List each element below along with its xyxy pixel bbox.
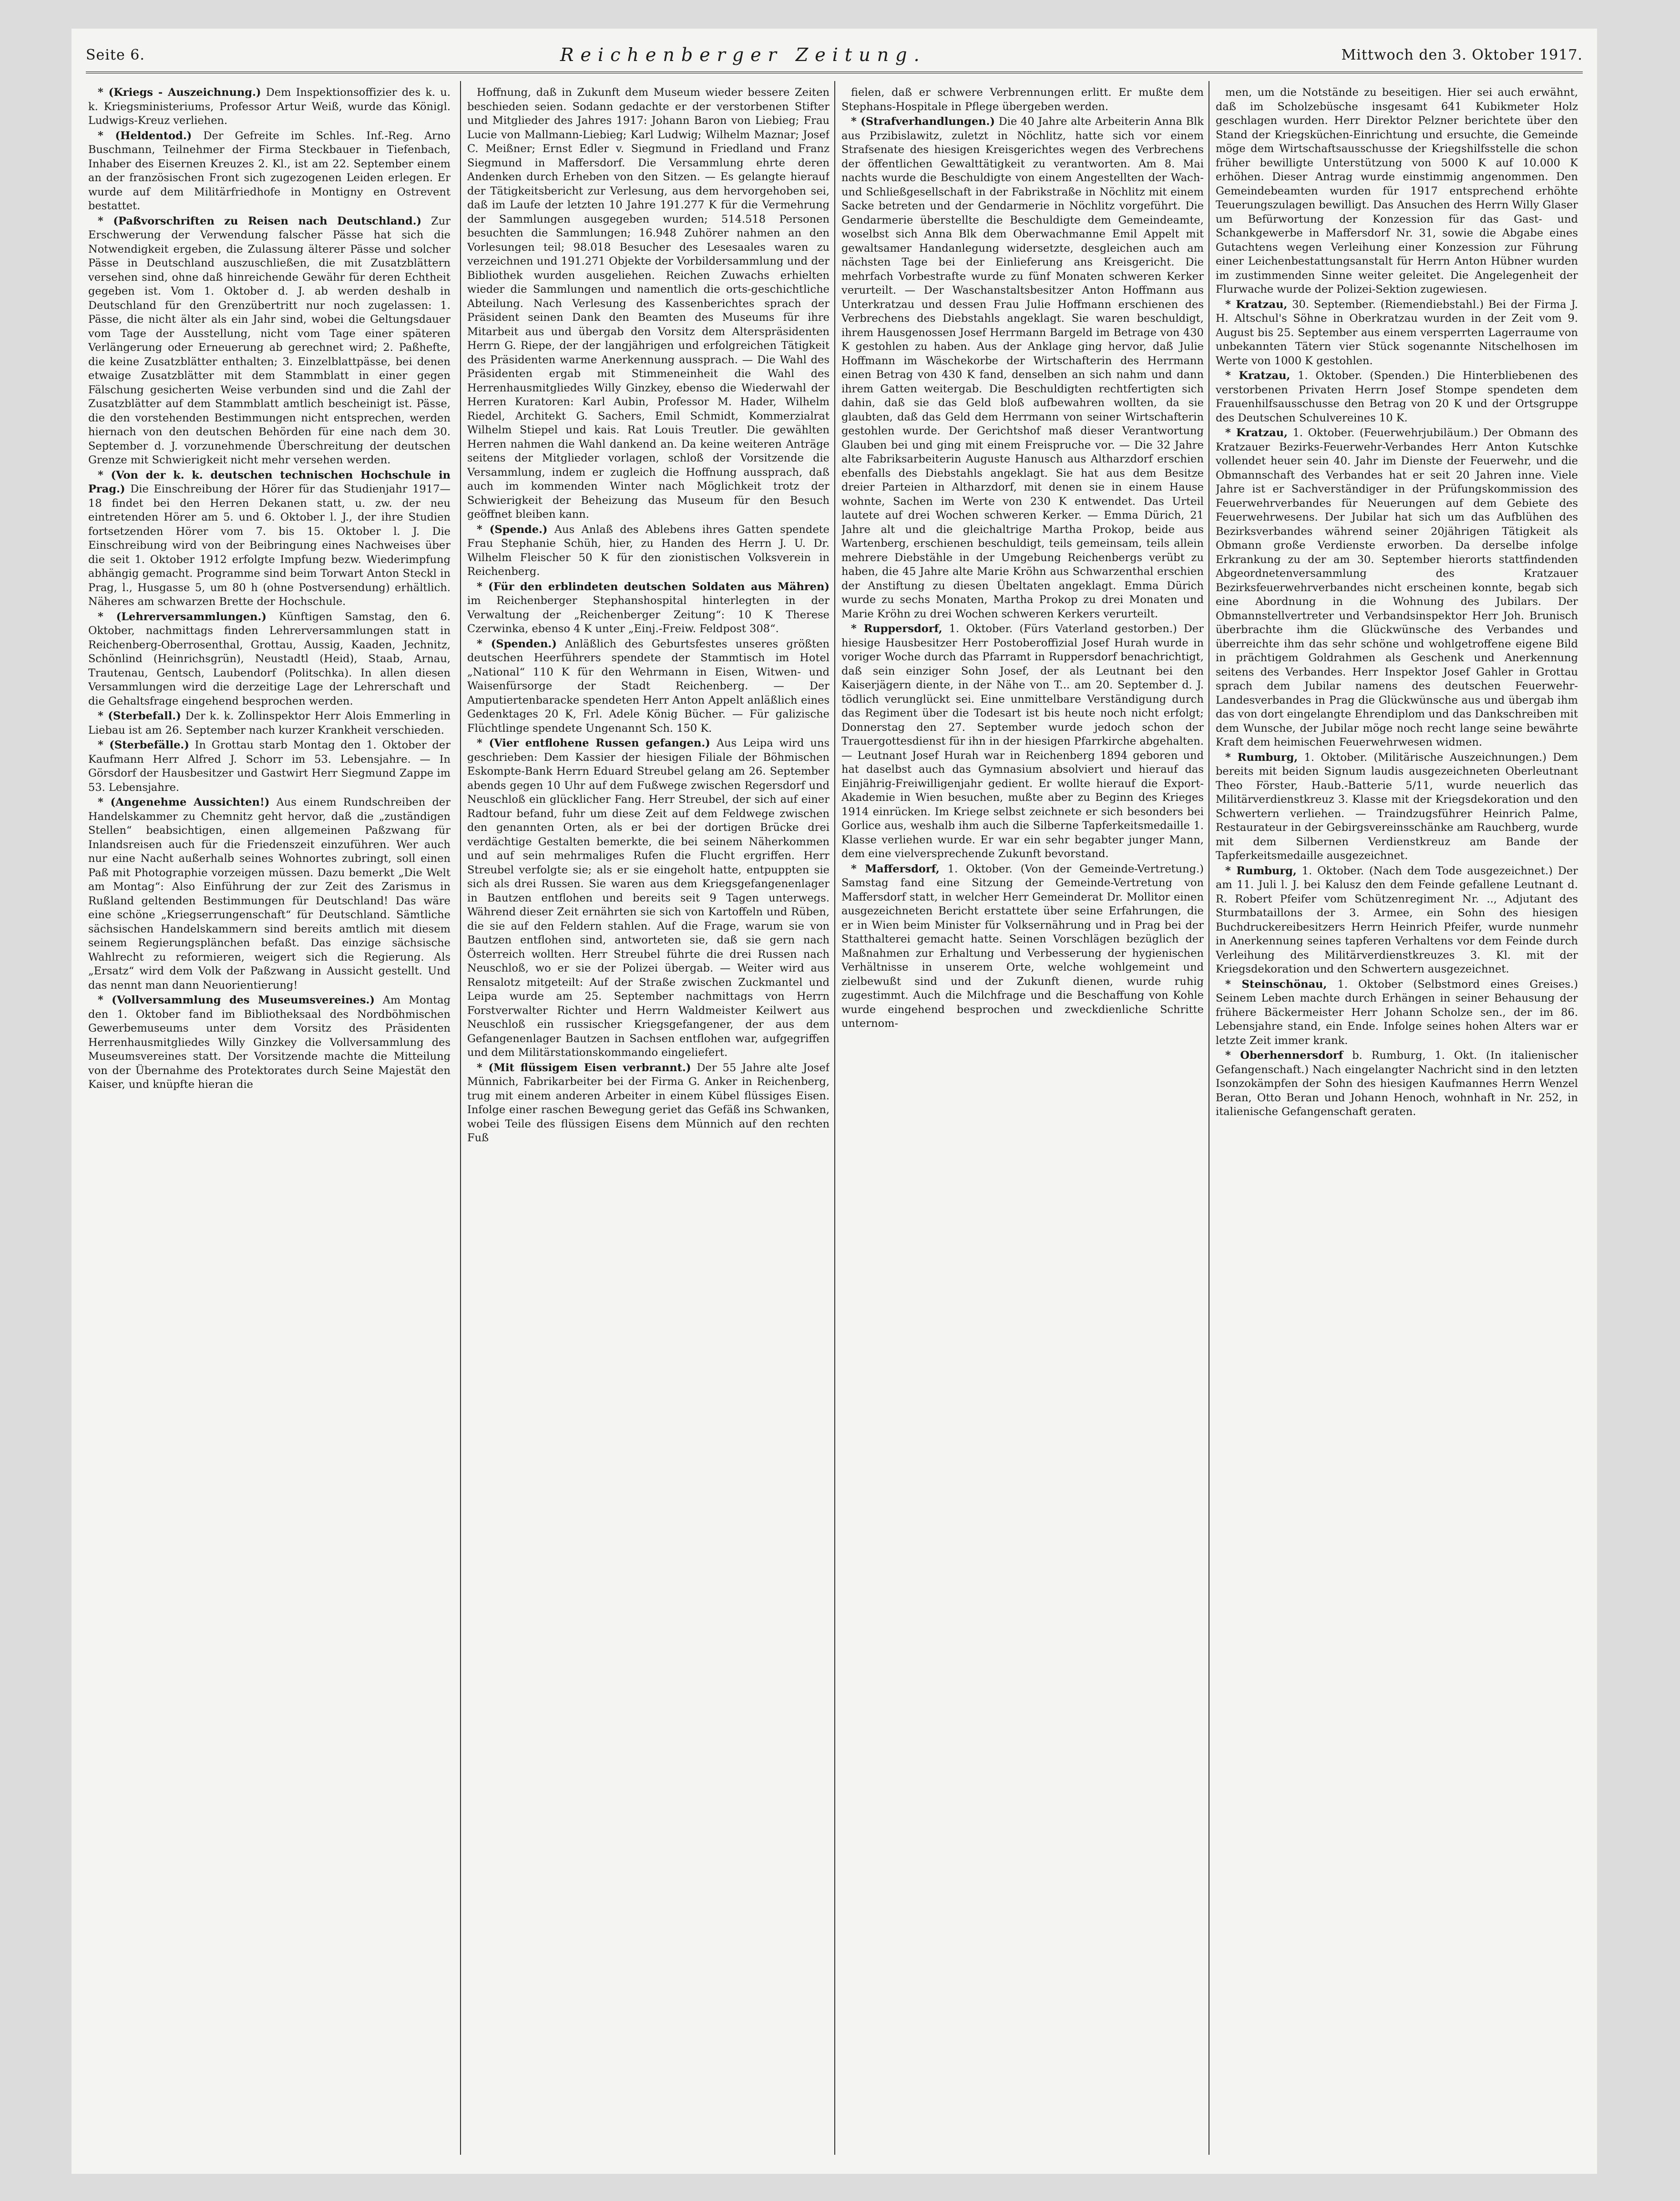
article-body: Zur Erschwerung der Verwendung falscher Pässe hat sich die Notwendigkeit ergeben, die Zulassung älterer Pässe und solcher Pässe in Deutschland auszuschließen, die mit Zusatzblättern versehen sind, ohne daß hinreichende Gewähr für deren Echtheit gegeben ist. Vom 1. Oktober d. J. ab werden deshalb in Deutschland für den Grenzübertritt nur noch zugelassen: 1. Pässe, die nicht älter als ein Jahr sind, wobei die Geltungsdauer vom Tage der Ausstellung, nicht vom Tage einer späteren Verlängerung oder Erneuerung ab gerechnet wird; 2. Paßhefte, die keine Zusatzblätter enthalten; 3. Einzelblattpässe, bei denen etwaige Zusatzblätter mit dem Stammblatt in einer gegen Fälschung gesicherten Weise verbunden sind und die Zahl der Zusatzblätter auf dem Stammblatt amtlich bescheinigt ist. Pässe, die den vorstehenden Bestimmungen nicht entsprechen, werden hiernach von den deutschen Behörden für eine nach dem 30. September d. J. vorzunehmende Überschreitung der deutschen Grenze mit Schwierigkeit nicht mehr versehen werden.	[88, 215, 451, 466]
article-body: 1. Oktober. (Von der Gemeinde-Vertretung.) Samstag fand eine Sitzung der Gemeinde-Vertretung von Maffersdorf statt, in welcher Herr Gemeinderat Dr. Mollitor einen ausgezeichneten Bericht erstattete über seine Erfahrungen, die er in Wien beim Minister für Volksernährung und in Prag bei der Statthalterei gemacht hatte. Seinen Vorschlägen bezüglich der Maßnahmen zur Erhaltung und Verbesserung der hygienischen Verhältnisse in unserem Orte, welche wohlgemeint und zielbewußt sind und der Zukunft dienen, wurde ruhig zugestimmt. Auch die Milchfrage und die Beschaffung von Kohle wurde eingehend besprochen und zweckdienliche Schritte unternom-	[841, 862, 1204, 1030]
article	[88, 129, 451, 214]
article-body: 1. Oktober. (Feuerwehrjubiläum.) Der Obmann des Kratzauer Bezirks-Feuerwehr-Verbandes Herr Anton Kutschke vollendet heuer sein 40. Jahr im Dienste der Feuerwehr, und die Obmannschaft des Verbandes hat er seit 20 Jahren inne. Viele Jahre ist er Sachverständiger in der Prüfungskommission des Feuerwehrverbandes für Neuerungen auf dem Gebiete des Feuerwehrwesens. Der Jubilar hat sich um das Aufblühen des Bezirksverbandes während seiner 20jährigen Tätigkeit als Obmann große Verdienste erworben. Da derselbe infolge Erkrankung zu der am 30. September hierorts stattfindenden Abgeordnetenversammlung des Kratzauer Bezirksfeuerwehrverbandes nicht erscheinen konnte, begab sich eine Abordnung in die Wohnung des Jubilars. Der Obmannstellvertreter und Verbandsinspektor Herr Joh. Brunisch überbrachte ihm die Glückwünsche des Verbandes und überreichte ihm das sehr schöne und wohlgetroffene eigene Bild in prächtigem Goldrahmen als Geschenk und Anerkennung seitens des Verbandes. Herr Inspektor Josef Gahler in Grottau sprach dem Jubilar namens des deutschen Feuerwehr-Landesverbandes in Prag die Glückwünsche aus und übergab ihm das von dort eingelangte Ehrendiplom und das Dankschreiben mit dem Wunsche, der Jubilar möge noch recht lange seine bewährte Kraft dem heimischen Feuerwehrwesen widmen.	[1216, 427, 1578, 748]
article	[467, 637, 830, 736]
article-heading: * Rumburg,	[1225, 864, 1297, 877]
article	[88, 796, 451, 993]
article-body: Die Einschreibung der Hörer für das Studienjahr 1917—18 findet bei den Herren Dekanen statt, u. zw. der neu eintretenden Hörer am 5. und 6. Oktober l. J., der ihre Studien fortsetzenden Hörer vom 7. bis 15. Oktober l. J. Die Einschreibung wird von der Beibringung eines Nachweises über die seit 1. Oktober 1912 erfolgte Impfung bezw. Wiederimpfung abhängig gemacht. Programme sind beim Torwart Anton Steckl in Prag, l., Husgasse 5, um 80 h (ohne Postversendung) erhältlich. Näheres am schwarzen Brette der Hochschule.	[88, 483, 451, 608]
article-body: Künftigen Samstag, den 6. Oktober, nachmittags finden Lehrerversammlungen statt in Reichenberg-Oberrosenthal, Grottau, Aussig, Kaaden, Jechnitz, Schönlind (Heinrichsgrün), Neustadtl (Heid), Staab, Arnau, Trautenau, Gentsch, Laubendorf (Politschka). In allen diesen Versammlungen wird die derzeitige Lage der Lehrerschaft und die Gehaltsfrage eingehend besprochen werden.	[88, 610, 451, 707]
article	[1216, 426, 1578, 750]
article-body: Hoffnung, daß in Zukunft dem Museum wieder bessere Zeiten beschieden seien. Sodann gedachte er der verstorbenen Stifter und Mitglieder des Jahres 1917: Johann Baron von Liebieg; Frau Lucie von Mallmann-Liebieg; Karl Ludwig; Wilhelm Maznar; Josef C. Meißner; Ernst Edler v. Siegmund in Friedland und Franz Siegmund in Maffersdorf. Die Versammlung ehrte deren Andenken durch Erheben von den Sitzen. — Es gelangte hierauf der Tätigkeitsbericht zur Verlesung, aus dem hervorgehoben sei, daß im Laufe der letzten 10 Jahre 191.277 K für die Vermehrung der Sammlungen ausgegeben wurden; 514.518 Personen besuchten die Sammlungen; 16.948 Zuhörer nahmen an den Vorlesungen teil; 98.018 Besucher des Lesesaales waren zu verzeichnen und 191.271 Objekte der Vorbildersammlung und der Bibliothek wurden ausgeliehen. Reichen Zuwachs erhielten wieder die Sammlungen und namentlich die orts-geschichtliche Abteilung. Nach Verlesung des Kassenberichtes sprach der Präsident seinen Dank den Beamten des Museums für ihre Mitarbeit aus und übergab den Vorsitz dem Alterspräsidenten Herrn G. Riepe, der der langjährigen und erfolgreichen Tätigkeit des Präsidenten warme Anerkennung aussprach. — Die Wahl des Präsidenten ergab mit Stimmeneinheit die Wahl des Herrenhausmitgliedes Willy Ginzkey, ebenso die Wiederwahl der Herren Kuratoren: Karl Aubin, Professor M. Hader, Wilhelm Riedel, Architekt G. Sachers, Emil Schmidt, Kommerzialrat Wilhelm Stiepel und kais. Rat Louis Treutler. Die gewählten Herren nahmen die Wahl dankend an. Da keine weiteren Anträge seitens der Mitglieder vorlagen, schloß der Vorsitzende die Versammlung, indem er zugleich die Hoffnung aussprach, daß auch im kommenden Winter nach Möglichkeit trotz der Schwierigkeit der Beheizung das Museum für den Besuch geöffnet bleiben kann.	[467, 86, 830, 521]
article-body: 1. Oktober. (Spenden.) Die Hinterbliebenen des verstorbenen Privaten Herrn Josef Stompe spendeten dem Frauenhilfsausschusse den Betrag von 20 K und der Ortsgruppe des Deutschen Schulvereines 10 K.	[1216, 369, 1578, 424]
article	[467, 523, 830, 579]
article-heading: * (Mit flüssigem Eisen verbrannt.)	[477, 1061, 691, 1074]
article-heading: * Kratzau,	[1225, 427, 1288, 439]
article-body: 1. Oktober. (Militärische Auszeichnungen.) Dem bereits mit beiden Signum laudis ausgezeichneten Oberleutnant Theo Förster, Haub.-Batterie 5/11, wurde neuerlich das Militärverdienstkreuz 3. Klasse mit der Kriegsdekoration und den Schwertern verliehen. — Traindzugsführer Heinrich Palme, Restaurateur in der Gebirgsvereinsschänke am Rauchberg, wurde mit dem Silbernen Verdienstkreuz am Bande der Tapferkeitsmedaille ausgezeichnet.	[1216, 751, 1578, 862]
article-body: Der k. k. Zollinspektor Herr Alois Emmerling in Liebau ist am 26. September nach kurzer Krankheit verschieden.	[88, 710, 451, 737]
issue-date: Mittwoch den 3. Oktober 1917.	[1341, 46, 1583, 63]
article	[1216, 751, 1578, 863]
article-heading: * (Strafverhandlungen.)	[851, 115, 995, 128]
article	[88, 993, 451, 1092]
article-body: Aus Leipa wird uns geschrieben: Dem Kassier der hiesigen Filiale der Böhmischen Eskompte-Bank Herrn Eduard Streubel gelang am 26. September abends gegen 10 Uhr auf dem Fußwege zwischen Regersdorf und Neuschloß ein glücklicher Fang. Herr Streubel, der sich auf einer Radtour befand, fuhr um diese Zeit auf dem Feldwege zwischen den genannten Orten, als er bei der dortigen Brücke drei verdächtige Gestalten bemerkte, die bei seinem Näherkommen und auf sein mehrmaliges Rufen die Flucht ergriffen. Herr Streubel verfolgte sie; als er sie eingeholt hatte, entpuppten sie sich als drei Russen. Sie waren aus dem Kriegsgefangenenlager in Bautzen entflohen und bereits seit 9 Tagen unterwegs. Während dieser Zeit ernährten sie sich von Kartoffeln und Rüben, die sie auf den Feldern stahlen. Auf die Frage, warum sie von Bautzen entflohen sind, antworteten sie, daß sie gern nach Österreich wollten. Herr Streubel führte die drei Russen nach Neuschloß, wo er sie der Polizei übergab. — Weiter wird aus Rensalotz mitgeteilt: Auf der Straße zwischen Zuckmantel und Leipa wurde am 25. September nachmittags von Herrn Forstverwalter Richter und Herrn Waldmeister Keilwert aus Neuschloß ein russischer Kriegsgefangener, der aus dem Gefangenenlager Bautzen in Sachsen entflohen war, aufgegriffen und dem Militärstationskommando eingeliefert.	[467, 737, 830, 1059]
article-heading: * (Kriegs - Auszeichnung.)	[98, 86, 261, 99]
article-body: im Reichenberger Stephanshospital hinterlegten in der Verwaltung der „Reichenberger Zeitung“: 10 K Therese Czerwinka, ebenso 4 K unter „Einj.-Freiw. Feldpost 308“.	[467, 594, 830, 635]
article-body: 1. Oktober (Selbstmord eines Greises.) Seinem Leben machte durch Erhängen in seiner Behausung der frühere Bäckermeister Herr Johann Scholze sen., der im 86. Lebensjahre stand, ein Ende. Infolge seines hohen Alters war er letzte Zeit immer krank.	[1216, 978, 1578, 1047]
article-heading: * (Vier entflohene Russen gefangen.)	[477, 737, 710, 749]
article-body: 30. September. (Riemendiebstahl.) Bei der Firma J. H. Altschul's Söhne in Oberkratzau wurden in der Zeit vom 9. August bis 25. September aus einem versperrten Lagerraume von unbekannten Tätern vier Stück sogenannte Nitschelhosen im Werte von 1000 K gestohlen.	[1216, 298, 1578, 367]
article-body: Aus Anlaß des Ablebens ihres Gatten spendete Frau Stephanie Schüh, hier, zu Handen des Herrn J. U. Dr. Wilhelm Fleischer 50 K für den zionistischen Volksverein in Reichenberg.	[467, 523, 830, 578]
newspaper-title: Reichenberger Zeitung.	[560, 44, 926, 65]
article-heading: * Kratzau,	[1225, 369, 1291, 382]
column-2	[467, 86, 830, 2155]
article-body: Die 40 Jahre alte Arbeiterin Anna Blk aus Przibislawitz, zuletzt in Nöchlitz, hatte sich vor einem Strafsenate des hiesigen Kreisgerichtes wegen des Verbrechens der öffentlichen Gewalttätigkeit zu verantworten. Am 8. Mai nachts wurde die Beschuldigte von einem Angestellten der Wach- und Schließgesellschaft in der Fabrikstraße in Nöchlitz mit einem Sacke betreten und der Gendarmerie in Nöchlitz vorgeführt. Die Gendarmerie überstellte die Beschuldigte dem Gemeindeamte, woselbst sich Anna Blk dem Oberwachmanne Emil Appelt mit gewaltsamer Handanlegung widersetzte, desgleichen auch am nächsten Tage bei der Einlieferung ans Kreisgericht. Die mehrfach Vorbestrafte wurde zu fünf Monaten schweren Kerker verurteilt. — Der Waschanstaltsbesitzer Anton Hoffmann aus Unterkratzau und dessen Frau Julie Hoffmann erschienen des Verbrechens des Diebstahls angeklagt. Sie waren beschuldigt, ihrem Hausgenossen Josef Herrmann Bargeld im Betrage von 430 K gestohlen zu haben. Aus der Anklage ging hervor, daß Julie Hoffmann im Wäschekorbe der Wirtschafterin des Herrmann einen Betrag von 430 K fand, denselben an sich nahm und dann ihrem Gatten weitergab. Die Beschuldigten rechtfertigten sich dahin, daß sie das Geld bloß aufbewahren wollten, da sie glaubten, daß das Geld dem Herrmann von seiner Wirtschafterin gestohlen wurde. Der Gerichtshof maß dieser Verantwortung Glauben bei und ging mit einem Freispruche vor. — Die 32 Jahre alte Fabriksarbeiterin Auguste Hanusch aus Altharzdorf erschien ebenfalls des Diebstahls angeklagt. Sie hat aus dem Besitze dreier Parteien in Altharzdorf, mit denen sie in einem Hause wohnte, Sachen im Werte von 230 K entwendet. Das Urteil lautete auf drei Wochen schweren Kerker. — Emma Dürich, 21 Jahre alt und die gleichaltrige Martha Prokop, beide aus Wartenberg, erschienen beschuldigt, teils gemeinsam, teils allein mehrere Diebstähle in der Umgebung Reichenbergs verübt zu haben, die 45 Jahre alte Marie Kröhn aus Schwarzenthal erschien der Anstiftung zu diesen Übeltaten angeklagt. Emma Dürich wurde zu sechs Monaten, Martha Prokop zu drei Monaten und Marie Kröhn zu drei Wochen schweren Kerkers verurteilt.	[841, 115, 1204, 620]
article-heading: * (Von der k. k. deutschen technischen Hochschule in Prag.)	[88, 469, 451, 495]
page-number: Seite 6.	[86, 46, 145, 63]
article	[841, 115, 1204, 621]
column-rule	[460, 81, 461, 2155]
article-body: Dem Inspektionsoffizier des k. u. k. Kriegsministeriums, Professor Artur Weiß, wurde das Königl. Ludwigs-Kreuz verliehen.	[88, 86, 451, 127]
article-body: 1. Oktober. (Fürs Vaterland gestorben.) Der hiesige Hausbesitzer Herr Postoberoffizial Josef Hurah wurde in voriger Woche durch das Pfarramt in Ruppersdorf benachrichtigt, daß sein einziger Sohn Josef, der als Leutnant bei den Kaiserjägern diente, in der Nähe von T... am 20. September d. J. tödlich verunglückt sei. Eine unmittelbare Verständigung durch das Regiment über die Todesart ist bis heute noch nicht erfolgt; Donnerstag den 27. September wurde jedoch schon der Trauergottesdienst für ihn in der hiesigen Pfarrkirche abgehalten. — Leutnant Josef Hurah war in Reichenberg 1894 geboren und hat daselbst auch das Gymnasium absolviert und hierauf das Einjährig-Freiwilligenjahr gedient. Er wollte hierauf die Export-Akademie in Wien besuchen, mußte aber zu Beginn des Krieges 1914 einrücken. Im Kriege selbst zeichnete er sich besonders bei Gorlice aus, weshalb ihm auch die Silberne Tapferkeitsmedaille 1. Klasse verliehen wurde. Er war ein sehr begabter junger Mann, dem eine vielversprechende Zukunft bevorstand.	[841, 623, 1204, 860]
article-heading: * Steinschönau,	[1225, 978, 1327, 991]
article	[88, 86, 451, 128]
article	[1216, 298, 1578, 369]
column-3	[841, 86, 1204, 2155]
article-body: Anläßlich des Geburtsfestes unseres größten deutschen Heerführers spendete der Stammtisch im Hotel „National“ 110 K für den Wehrmann in Eisen, Witwen- und Waisenfürsorge der Stadt Reichenberg. — Der Amputiertenbaracke spendeten Herr Anton Appelt anläßlich eines Gedenktages 20 K, Frl. Adele König Bücher. — Für galizische Flüchtlinge spendete Ungenannt Sch. 150 K.	[467, 637, 830, 735]
column-1	[88, 86, 451, 2155]
article-body: 1. Oktober. (Nach dem Tode ausgezeichnet.) Der am 11. Juli l. J. bei Kalusz den dem Feinde gefallene Leutnant d. R. Robert Pfeifer vom Schützenregiment Nr. .., Adjutant des Sturmbataillons der 3. Armee, ein Sohn des hiesigen Buchdruckereibesitzers Herrn Heinrich Pfeifer, wurde nunmehr in Anerkennung seines tapferen Verhaltens vor dem Feinde durch Verleihung des Militärverdienstkreuzes 3. Kl. mit der Kriegsdekoration und den Schwertern ausgezeichnet.	[1216, 864, 1578, 975]
article-heading: * Rumburg,	[1225, 751, 1298, 764]
article-heading: * Maffersdorf,	[851, 862, 940, 875]
article	[467, 737, 830, 1060]
article-body: Aus einem Rundschreiben der Handelskammer zu Chemnitz geht hervor, daß die „zuständigen Stellen“ beabsichtigen, einen allgemeinen Paßzwang für Inlandsreisen auch für die Friedenszeit einzuführen. Wer auch nur eine Nacht außerhalb seines Wohnortes zubringt, soll einen Paß mit Photographie vorzeigen müssen. Dazu bemerkt „Die Welt am Montag“: Also Einführung der zur Zeit des Zarismus in Rußland geltenden Bestimmungen für Deutschland! Das wäre eine schöne „Kriegserrungenschaft“ für Deutschland. Sämtliche sächsischen Handelskammern sind bereits amtlich mit diesem seinem Regierungsplänchen befaßt. Das einzige sächsische Wahlrecht zu reformieren, weigert sich die Regierung. Als „Ersatz“ wird dem Volk der Paßzwang in Aussicht gestellt. Und das nennt man dann Neuorientierung!	[88, 796, 451, 992]
article-heading: * (Spenden.)	[477, 637, 557, 650]
article-heading: * (Für den erblindeten deutschen Soldaten aus Mähren)	[477, 580, 830, 593]
article-body: In Grottau starb Montag den 1. Oktober der Kaufmann Herr Alfred J. Schorr im 53. Lebensjahre. — In Görsdorf der Hausbesitzer und Gastwirt Herr Siegmund Zappe im 53. Lebensjahre.	[88, 739, 451, 794]
article	[88, 709, 451, 737]
article-heading: * Kratzau,	[1225, 298, 1288, 311]
newspaper-page	[72, 29, 1597, 2174]
article-heading: * (Angenehme Aussichten!)	[98, 796, 270, 809]
article-body: Am Montag den 1. Oktober fand im Bibliotheksaal des Nordböhmischen Gewerbemuseums unter dem Vorsitz des Präsidenten Herrenhausmitgliedes Willy Ginzkey die Vollversammlung des Museumsvereines statt. Der Vorsitzende machte die Mitteilung von der Übernahme des Protektorates durch Seine Majestät den Kaiser, und knüpfte hieran die	[88, 994, 451, 1091]
article	[1216, 369, 1578, 425]
article-body: Der 55 Jahre alte Josef Münnich, Fabrikarbeiter bei der Firma G. Anker in Reichenberg, trug mit einem anderen Arbeiter in einem Kübel flüssiges Eisen. Infolge einer raschen Bewegung geriet das Gefäß ins Schwanken, wobei Teile des flüssigen Eisens dem Münnich auf den rechten Fuß	[467, 1061, 830, 1144]
article	[88, 738, 451, 795]
article-body: b. Rumburg, 1. Okt. (In italienischer Gefangenschaft.) Nach eingelangter Nachricht sind in den letzten Isonzokämpfen der Sohn des hiesigen Kaufmannes Herrn Wenzel Beran, Otto Beran und Johann Henoch, wohnhaft in Nr. 252, in italienische Gefangenschaft geraten.	[1216, 1049, 1578, 1118]
column-rule	[834, 81, 835, 2155]
article	[841, 622, 1204, 861]
article	[467, 580, 830, 636]
article-heading: * (Sterbefall.)	[98, 710, 181, 722]
article-heading: * (Paßvorschriften zu Reisen nach Deutschland.)	[98, 215, 422, 227]
article-heading: * (Vollversammlung des Museumsvereines.)	[98, 994, 375, 1006]
article	[88, 610, 451, 709]
article-heading: * (Heldentod.)	[98, 129, 192, 142]
article	[1216, 978, 1578, 1048]
article	[88, 215, 451, 468]
article-heading: * (Sterbefälle.)	[98, 739, 189, 751]
article-body: Der Gefreite im Schles. Inf.-Reg. Arno Buschmann, Teilnehmer der Firma Steckbauer in Tiefenbach, Inhaber des Eisernen Kreuzes 2. Kl., ist am 22. September einem an der französischen Front sich zugezogenen Leiden erlegen. Er wurde auf dem Militärfriedhofe in Montigny en Ostrevent bestattet.	[88, 129, 451, 212]
article	[841, 86, 1204, 114]
article	[467, 86, 830, 522]
article-heading: * (Lehrerversammlungen.)	[98, 610, 266, 623]
article-body: men, um die Notstände zu beseitigen. Hier sei auch erwähnt, daß im Scholzebüsche insgesamt 641 Kubikmeter Holz geschlagen wurden. Herr Direktor Pelzner berichtete über den Stand der Kriegsküchen-Einrichtung und ersuchte, die Gemeinde möge dem Wirtschaftsausschusse der Kriegshilfsstelle die schon früher bewilligte Unterstützung von 5000 K auf 10.000 K erhöhen. Dieser Antrag wurde einstimmig angenommen. Den Gemeindebeamten wurden für 1917 entsprechend erhöhte Teuerungszulagen bewilligt. Das Ansuchen des Herrn Willy Glaser um Befürwortung der Konzession für das Gast- und Schankgewerbe in Maffersdorf Nr. 31, sowie die Abgabe eines Gutachtens wegen Verleihung einer Konzession zur Führung einer Leichenbestattungsanstalt für Herrn Anton Hübner wurden im zustimmenden Sinne weiter geleitet. Die Angelegenheit der Flurwache wurde der Polizei-Sektion zugewiesen.	[1216, 86, 1578, 296]
article-heading: * Oberhennersdorf	[1225, 1049, 1343, 1062]
page-header	[86, 38, 1583, 73]
article-heading: * (Spende.)	[477, 523, 548, 536]
article	[1216, 1049, 1578, 1119]
article-heading: * Ruppersdorf,	[851, 623, 942, 635]
article-body: fielen, daß er schwere Verbrennungen erlitt. Er mußte dem Stephans-Hospitale in Pflege übergeben werden.	[841, 86, 1204, 113]
article	[1216, 86, 1578, 297]
article	[88, 469, 451, 609]
column-4	[1216, 86, 1578, 2155]
article	[841, 862, 1204, 1031]
article	[1216, 864, 1578, 977]
article	[467, 1061, 830, 1146]
